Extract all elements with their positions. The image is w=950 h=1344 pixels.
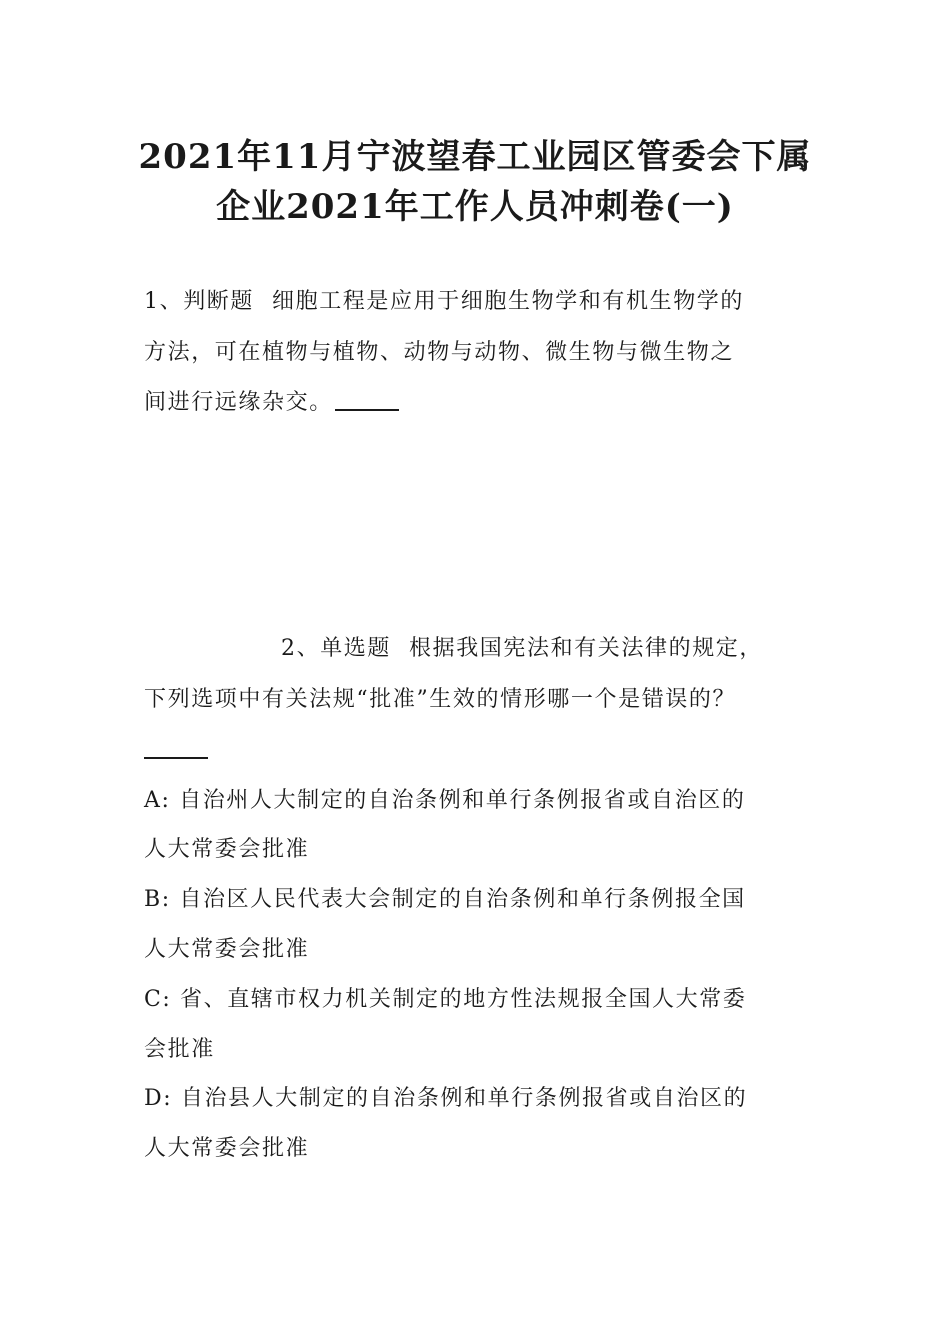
option-b-line-2: 人大常委会批准 xyxy=(144,937,310,962)
answer-blank-2 xyxy=(144,757,208,759)
document-title-line-2: 企业2021年工作人员冲刺卷(一) xyxy=(216,187,734,227)
option-d-line-2: 人大常委会批准 xyxy=(144,1136,310,1161)
question-1-text-1: 细胞工程是应用于细胞生物学和有机生物学的 xyxy=(272,289,745,314)
option-a-line-2: 人大常委会批准 xyxy=(144,837,310,862)
question-1-text-3: 间进行远缘杂交。 xyxy=(144,390,333,415)
question-1-line-1 xyxy=(144,287,814,317)
document-title-line-1: 2021年11月宁波望春工业园区管委会下属 xyxy=(138,137,812,177)
option-c-line-1: C: 省、直辖市权力机关制定的地方性法规报全国人大常委 xyxy=(144,987,747,1012)
question-2-prefix: 2、单选题 xyxy=(281,636,391,661)
option-c-line-2: 会批准 xyxy=(144,1037,215,1062)
option-d-line-1: D: 自治县人大制定的自治条例和单行条例报省或自治区的 xyxy=(144,1086,748,1111)
answer-blank-1 xyxy=(335,409,399,411)
question-2-text-1: 根据我国宪法和有关法律的规定， xyxy=(409,636,764,661)
option-a-line-1: A: 自治州人大制定的自治条例和单行条例报省或自治区的 xyxy=(144,788,746,813)
option-b-line-1: B: 自治区人民代表大会制定的自治条例和单行条例报全国 xyxy=(144,887,746,912)
question-1-line-3 xyxy=(144,388,814,418)
question-2-line-1 xyxy=(281,634,821,664)
question-1-prefix: 1、判断题 xyxy=(144,289,254,314)
question-1-line-2: 方法，可在植物与植物、动物与动物、微生物与微生物之 xyxy=(144,340,735,365)
question-2-line-2: 下列选项中有关法规“批准”生效的情形哪一个是错误的？ xyxy=(144,687,737,712)
